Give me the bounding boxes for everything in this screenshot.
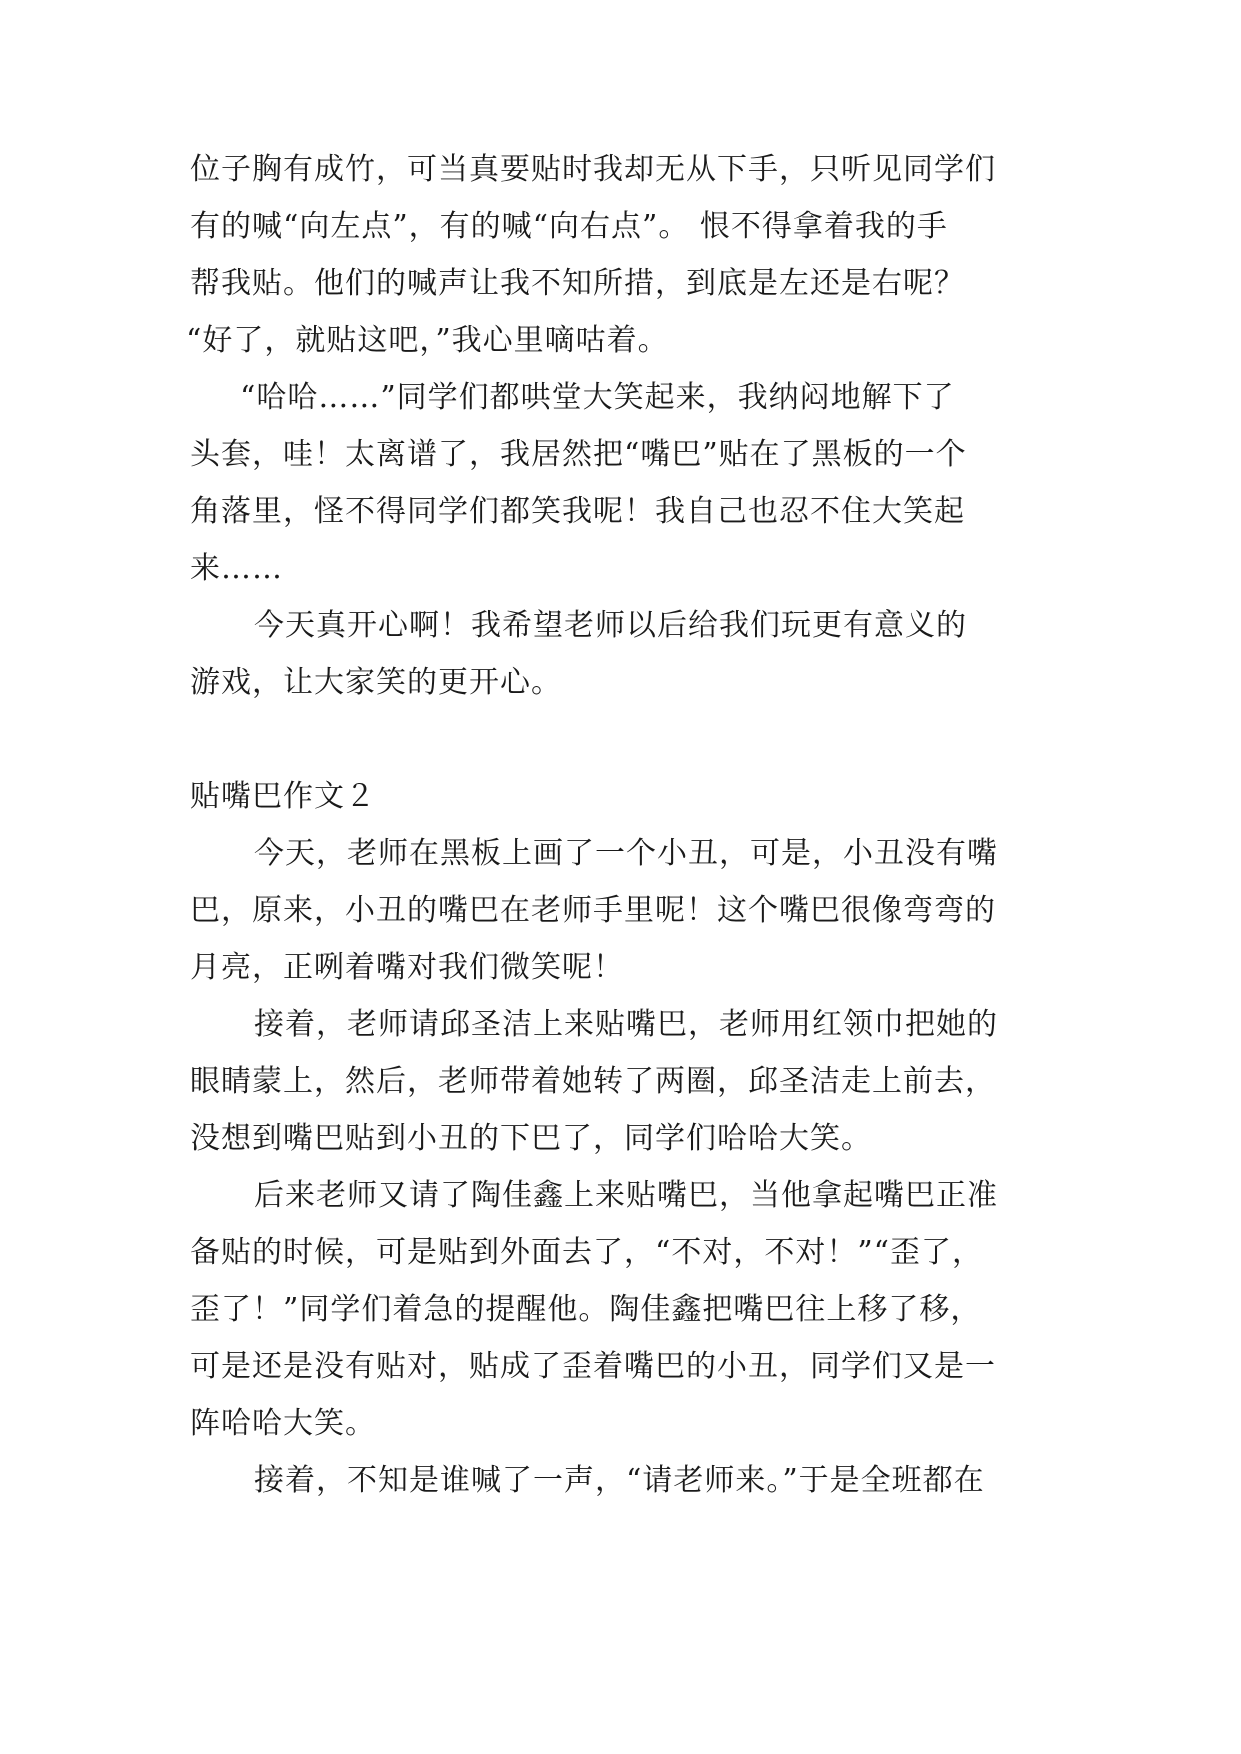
section-heading: 贴嘴巴作文２: [190, 779, 376, 814]
text-line: 头套，哇！太离谱了，我居然把“嘴巴”贴在了黑板的一个: [190, 437, 967, 472]
text-line: 来……: [190, 551, 283, 586]
text-line: 角落里，怪不得同学们都笑我呢！我自己也忍不住大笑起: [190, 494, 965, 529]
text-line: 位子胸有成竹，可当真要贴时我却无从下手，只听见同学们: [190, 152, 996, 187]
text-line: 没想到嘴巴贴到小丑的下巴了，同学们哈哈大笑。: [190, 1121, 872, 1156]
text-line: 今天真开心啊！我希望老师以后给我们玩更有意义的: [254, 608, 967, 643]
text-line: 巴，原来，小丑的嘴巴在老师手里呢！这个嘴巴很像弯弯的: [190, 893, 996, 928]
text-line: 阵哈哈大笑。: [190, 1406, 376, 1441]
text-line: 眼睛蒙上，然后，老师带着她转了两圈，邱圣洁走上前去，: [190, 1064, 996, 1099]
text-line: 可是还是没有贴对，贴成了歪着嘴巴的小丑，同学们又是一: [190, 1349, 996, 1384]
text-line: “哈哈……”同学们都哄堂大笑起来，我纳闷地解下了: [240, 380, 955, 415]
text-line: 备贴的时候，可是贴到外面去了，“不对，不对！”“歪了，: [190, 1235, 984, 1270]
text-line: 游戏，让大家笑的更开心。: [190, 665, 562, 700]
text-line: 月亮，正咧着嘴对我们微笑呢！: [190, 950, 624, 985]
text-line: 后来老师又请了陶佳鑫上来贴嘴巴，当他拿起嘴巴正准: [254, 1178, 998, 1213]
text-line: 今天，老师在黑板上画了一个小丑，可是，小丑没有嘴: [254, 836, 998, 871]
text-line: 接着，不知是谁喊了一声，“请老师来。”于是全班都在: [254, 1463, 985, 1498]
text-line: 歪了！”同学们着急的提醒他。陶佳鑫把嘴巴往上移了移，: [190, 1292, 982, 1327]
text-line: 有的喊“向左点”，有的喊“向右点”。 恨不得拿着我的手: [190, 209, 948, 244]
text-line: “好了，就贴这吧，”我心里嘀咕着。: [186, 323, 669, 358]
text-line: 接着，老师请邱圣洁上来贴嘴巴，老师用红领巾把她的: [254, 1007, 998, 1042]
text-line: 帮我贴。他们的喊声让我不知所措，到底是左还是右呢？: [190, 266, 965, 301]
